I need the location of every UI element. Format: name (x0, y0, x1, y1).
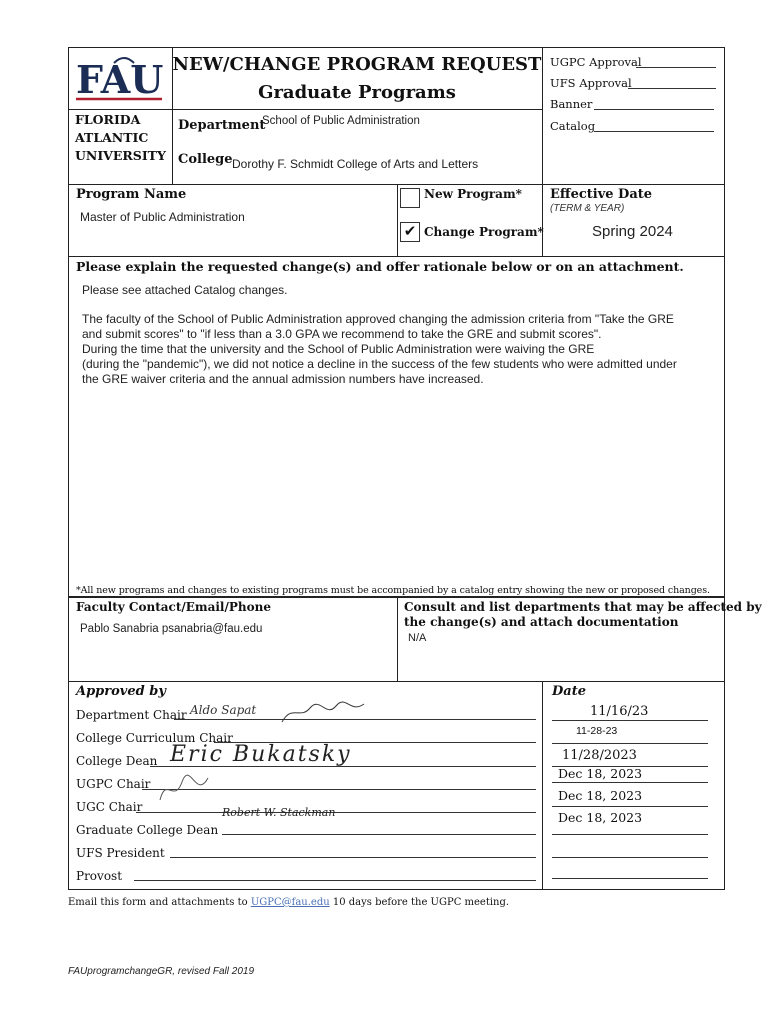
provost-label: Provost (76, 869, 123, 883)
college-field[interactable]: Dorothy F. Schmidt College of Arts and Letters (232, 157, 479, 171)
college-dean-label: College Dean (76, 754, 158, 768)
form-subtitle: Graduate Programs (258, 82, 456, 103)
department-field[interactable]: School of Public Administration (262, 115, 420, 127)
fau-logo-text: FAU (76, 57, 164, 102)
ugpc-approval-field[interactable] (636, 67, 716, 68)
ugpc-chair-date[interactable]: Dec 18, 2023 (558, 766, 643, 781)
ufs-president-label: UFS President (76, 846, 165, 860)
college-curriculum-chair-label: College Curriculum Chair (76, 731, 233, 745)
catalog-label: Catalog (550, 119, 596, 133)
ugc-chair-label: UGC Chair (76, 800, 143, 814)
change-program-label: Change Program* (424, 225, 544, 239)
email-instruction: Email this form and attachments to UGPC@fau.edu 10 days before the UGPC meeting. (68, 897, 510, 908)
graduate-college-dean-label: Graduate College Dean (76, 823, 219, 837)
department-label: Department (178, 118, 266, 133)
catalog-footnote: *All new programs and changes to existing programs must be accompanied by a catalog entry showing the new or proposed changes. (76, 585, 710, 596)
new-program-checkbox[interactable] (400, 188, 420, 208)
rationale-paragraph-2[interactable]: The faculty of the School of Public Administration approved changing the admission criteria from "Take the GRE and submit scores" to "if less than a 3.0 GPA we recommend to take the GRE and submit scores". During the time that the university and the School of Public Administration were waiving the GRE (during the "pandemic"), we did not notice a decline in the success of the few students who were admitted under the GRE waiver criteria and the annual admission numbers have increased. (82, 312, 677, 386)
ufs-approval-field[interactable] (628, 88, 716, 89)
approved-by-heading: Approved by (76, 684, 166, 699)
university-name: FLORIDA ATLANTIC UNIVERSITY (75, 112, 166, 163)
rationale-paragraph-1[interactable]: Please see attached Catalog changes. (82, 283, 288, 297)
department-chair-signature: Aldo Sapat (190, 703, 257, 717)
change-program-checkbox[interactable] (400, 222, 420, 242)
program-name-label: Program Name (76, 187, 187, 202)
consult-departments-label: Consult and list departments that may be affected by the change(s) and attach documentation (404, 600, 762, 629)
ugpc-approval-label: UGPC Approval (550, 55, 642, 69)
ugpc-chair-signature-icon (156, 770, 216, 810)
ugpc-email-link[interactable]: UGPC@fau.edu (250, 897, 330, 908)
form-revision-note: FAUprogramchangeGR, revised Fall 2019 (68, 966, 255, 977)
ufs-approval-label: UFS Approval (550, 76, 632, 90)
graduate-college-dean-signature: Robert W. Stackman (222, 806, 336, 819)
effective-date-hint: (TERM & YEAR) (550, 203, 625, 214)
form-title: NEW/CHANGE PROGRAM REQUEST (172, 54, 542, 75)
ugpc-chair-label: UGPC Chair (76, 777, 151, 791)
graduate-college-dean-date[interactable]: Dec 18, 2023 (558, 810, 643, 825)
effective-date-label: Effective Date (550, 187, 653, 202)
faculty-contact-label: Faculty Contact/Email/Phone (76, 600, 271, 614)
ufs-president-date-line[interactable] (552, 857, 708, 858)
catalog-field[interactable] (594, 131, 714, 132)
college-dean-date[interactable]: 11/28/2023 (562, 748, 637, 763)
rationale-heading: Please explain the requested change(s) and offer rationale below or on an attachment. (76, 259, 684, 274)
banner-label: Banner (550, 97, 593, 111)
date-heading: Date (552, 684, 586, 699)
graduate-college-dean-signature-line[interactable] (222, 834, 536, 835)
ufs-president-signature-line[interactable] (170, 857, 536, 858)
new-program-label: New Program* (424, 187, 522, 201)
fau-logo (74, 55, 166, 105)
department-chair-scribble (278, 700, 368, 726)
provost-date-line[interactable] (552, 878, 708, 879)
ugc-chair-date[interactable]: Dec 18, 2023 (558, 788, 643, 803)
program-name-field[interactable]: Master of Public Administration (80, 210, 245, 224)
effective-date-field[interactable]: Spring 2024 (592, 223, 673, 240)
checkmark-icon: ✔ (403, 224, 417, 240)
department-chair-label: Department Chair (76, 708, 187, 722)
department-chair-date[interactable]: 11/16/23 (590, 704, 649, 719)
banner-field[interactable] (594, 109, 714, 110)
provost-signature-line[interactable] (134, 880, 536, 881)
college-label: College (178, 152, 233, 167)
college-dean-signature: Eric Bukatsky (170, 742, 352, 767)
ugc-chair-signature-line[interactable] (136, 812, 536, 813)
college-curriculum-chair-date[interactable]: 11-28-23 (576, 725, 618, 737)
faculty-contact-field[interactable]: Pablo Sanabria psanabria@fau.edu (80, 623, 263, 635)
rationale-frame (68, 256, 725, 597)
consult-departments-field[interactable]: N/A (408, 632, 427, 644)
